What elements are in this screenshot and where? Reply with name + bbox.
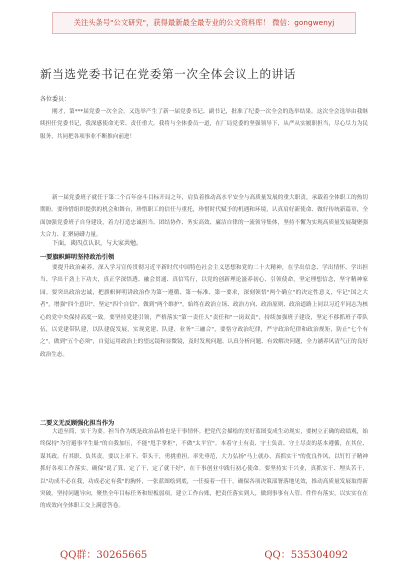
- header-banner: [52, 12, 356, 34]
- document-title: 新当选党委书记在党委第一次全体会议上的讲话: [40, 67, 297, 81]
- paragraph-section-2: 大道至简，实干为要。担当作为既是政治品格也是干事情怀。把党代会描绘的美好蓝图变成生动现实，要树立正确的政绩观，始终保持"为官避事平生耻"的自我加压，不能"甩手掌柜"，不做"太平官"。本着守土有责、守土负责、守土尽责的基本遵循，在其位、谋其政、行其职、负其责。要以上率下、带头干，勇挑重担，率先垂范，大力弘扬"马上就办、真抓实干"的优良作风，以钉钉子精神抓好各项工作落实，确保"说了算、定了干，定了就干好"，在干事创业中践行初心使命。要坚持实干兴业，真抓实干、埋头苦干，以"功成不必在我，功成必定有我"的胸怀，一张蓝图绘到底，一任接着一任干，确保各项决策部署落地见效，推动高质量发展取得新突破。坚持问题导向，聚焦全年目标任务和短板弱项，建立工作台账，把责任落实到人，做到事事有人管、件件有落实，以实实在在的成效向全体职工交上满意答卷。: [40, 429, 368, 510]
- salutation: 各位委员：: [40, 96, 71, 103]
- banner-text: 关注头条号"公文研究"，获得最新最全最专业的公文资料库！ 微信：gongwenyj: [73, 18, 335, 27]
- qq-text: QQ：535304092: [264, 550, 348, 561]
- contact-footer: [60, 546, 348, 561]
- section-heading-2: 二要义无反顾强化担当作为: [40, 420, 115, 427]
- paragraph-transition: 下面，谈四点认识，与大家共勉。: [52, 240, 143, 247]
- section-heading-1: 一要旗帜鲜明坚持政治引领: [40, 254, 115, 261]
- paragraph-intro: 刚才，第***届党委一次全会，又选举产生了新一届党委书记、副书记，批准了纪委一次全会的选举结果。这次全会选举由我继续担任党委书记，我深感使命光荣、责任重大。我将与全体委员一道，在厂局党委的坚强领导下，从严从实履职担当，尽心尽力为民服务，共同把各项事业不断推向前进！: [40, 109, 368, 140]
- qq-group-text: QQ群：30265665: [60, 550, 148, 561]
- paragraph-context: 新一届党委班子就任于第二个百年奋斗目标开局之年，肩负着推动高水平安全与高质量发展的重大职责，承载着全体职工的热切期盼。要珍惜组织提供的机会和舞台，珍惜职工的信任与重托，珍惜时代赋予的机遇和环境，认真肩好新使命、做好传统新篇章，全面加强党委班子自身建设，着力打造忠诚担当、团结协作、务实高效、廉洁自律的一流领导集体，坚持不懈为实现高质量发展凝聚强大合力、汇聚磅礴力量。: [40, 195, 368, 239]
- paragraph-section-1: 要提升政治素养，深入学习宣传贯彻习近平新时代中国特色社会主义思想和党的二十大精神，在学出信念、学出情怀、学出担当、学出干劲上下功夫，真正学深悟透、融会贯通、真信笃行，以党的创新理论滋养初心、引领使命，坚定理想信念，坚守精神家园。要突出政治忠诚，把旗帜鲜明讲政治作为第一遵循、第一标准、第一要求，深刻领悟"两个确立"的决定性意义，牢记"国之大者"，增强"四个意识"、坚定"四个自信"、做到"两个维护"，始终在政治立场、政治方向、政治原则、政治道路上同以习近平同志为核心的党中央保持高度一致。要坚持党建引领，严格落实"第一责任人"责任和"一岗双责"，持续加强班子建设，坚定不移抓班子带队伍，以党建带队建，以队建促发展，实现党建、队建、业务"三融合"，要恪守政治纪律，严守政治纪律和政治规矩，防止"七个有之"，做到"五个必须"，自觉运用政治上的望远镜和显微镜，及时发现问题、认真分析问题、有效解决问题，全力涵养风清气正的良好政治生态。: [40, 265, 368, 358]
